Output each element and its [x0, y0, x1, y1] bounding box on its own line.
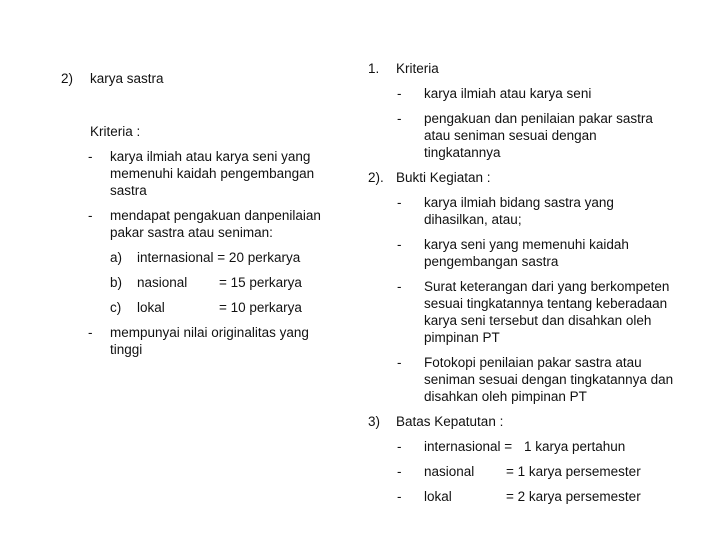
- limit-name: internasional =: [424, 439, 513, 454]
- bullet: -: [88, 149, 93, 164]
- level-name: lokal: [137, 300, 165, 315]
- bullet: -: [397, 489, 402, 504]
- level-letter: a): [110, 250, 123, 265]
- limit-value: 1 karya pertahun: [524, 439, 626, 454]
- section-title: Bukti Kegiatan :: [396, 170, 491, 185]
- list-item: pengakuan dan penilaian pakar sastra atau seniman sesuai dengan tingkatannya: [424, 111, 653, 160]
- list-item: Fotokopi penilaian pakar sastra atau seniman sesuai dengan tingkatannya dan disahkan oleh pimpinan PT: [424, 355, 674, 404]
- level-name: nasional: [137, 275, 188, 290]
- bullet: -: [88, 325, 93, 340]
- section-title: Batas Kepatutan :: [396, 414, 504, 429]
- limit-value: = 1 karya persemester: [506, 464, 641, 479]
- criteria-label: Kriteria :: [90, 124, 141, 139]
- list-item: karya seni yang memenuhi kaidah pengembangan sastra: [424, 237, 629, 269]
- criteria-item: mempunyai nilai originalitas yang tinggi: [110, 325, 309, 357]
- section-title: karya sastra: [90, 71, 164, 86]
- list-item: karya ilmiah bidang sastra yang dihasilkan, atau;: [424, 195, 614, 227]
- bullet: -: [397, 86, 402, 101]
- bullet: -: [397, 355, 402, 370]
- list-item: Surat keterangan dari yang berkompeten sesuai tingkatannya tentang keberadaan karya seni tersebut dan disahkan oleh pimpinan PT: [424, 279, 670, 345]
- bullet: -: [397, 279, 402, 294]
- bullet: -: [397, 111, 402, 126]
- limit-name: nasional: [424, 464, 475, 479]
- bullet: -: [397, 237, 402, 252]
- level-value: = 15 perkarya: [219, 275, 302, 290]
- level-letter: b): [110, 275, 123, 290]
- bullet: -: [397, 439, 402, 454]
- bullet: -: [397, 464, 402, 479]
- list-item: karya ilmiah atau karya seni: [424, 86, 592, 101]
- limit-name: lokal: [424, 489, 452, 504]
- section-title: Kriteria: [396, 61, 439, 76]
- level-letter: c): [110, 300, 122, 315]
- level-value: = 10 perkarya: [219, 300, 302, 315]
- bullet: -: [88, 208, 93, 223]
- section-number: 2): [61, 71, 74, 86]
- section-number: 3): [368, 414, 381, 429]
- limit-value: = 2 karya persemester: [506, 489, 641, 504]
- criteria-item: karya ilmiah atau karya seni yang memenuhi kaidah pengembangan sastra: [110, 149, 315, 198]
- level-name: internasional = 20 perkarya: [137, 250, 301, 265]
- criteria-item: mendapat pengakuan danpenilaian pakar sastra atau seniman:: [110, 208, 321, 240]
- bullet: -: [397, 195, 402, 210]
- section-number: 1.: [368, 61, 380, 76]
- section-number: 2).: [368, 170, 384, 185]
